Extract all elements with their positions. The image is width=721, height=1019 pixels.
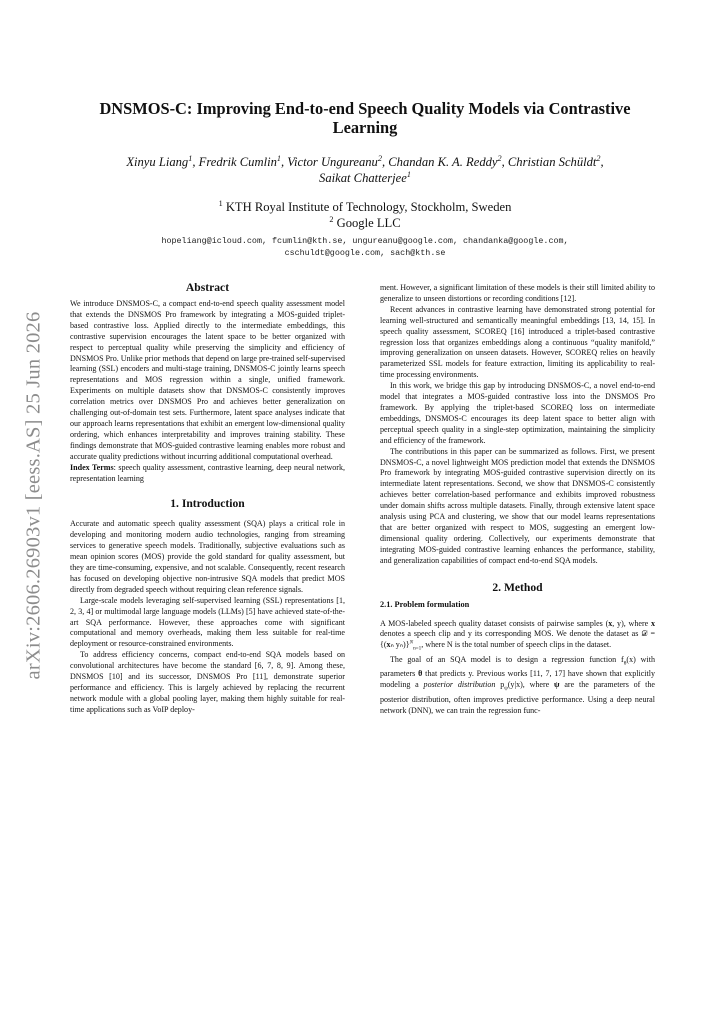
- abstract-heading: Abstract: [185, 281, 230, 294]
- body-paragraph: A MOS-labeled speech quality dataset consists of pairwise samples (x, y), where x denotes a speech clip and y its corresponding MOS. We denote the dataset as 𝒟 = {(xₙ yₙ)}$^N_{n=1}$, where N is the total number of speech clips in the dataset.: [380, 618, 655, 652]
- arxiv-stamp: arXiv:2606.26903v1 [eess.AS] 25 Jun 2026: [22, 311, 45, 679]
- author: Victor Ungureanu$^2$,: [287, 153, 389, 169]
- affiliation: $^2$ Google LLC: [329, 214, 401, 230]
- intro-paragraph: To address efficiency concerns, compact end-to-end SQA models based on convolutional architectures have become the standard [6, 7, 8, 9]. Among these, DNSMOS [10] and its successor, DNSMOS Pro [11], demonstrate superior performance and efficiency. This is largely achieved by replacing the recurrent network module with a global pooling layer, making them highly suitable for real-time applications such as VoIP deploy-: [70, 650, 345, 714]
- left-column: [70, 281, 345, 716]
- index-terms: Index Terms: speech quality assessment, contrastive learning, deep neural network, representation learning: [70, 462, 346, 483]
- body-paragraph: The contributions in this paper can be summarized as follows. First, we present DNSMOS-C, a novel lightweight MOS prediction model that extends the DNSMOS Pro framework by integrating MOS-guided contrastive supervision directly on its intermediate latent representations. Second, we show that DNSMOS-C consistently achieves better correlation-based performance and exhibits improved robustness under domain shifts across multiple datasets. Finally, through extensive latent space analysis using PCA and clustering, we show that our model learns representations that are better organized with respect to MOS, suggesting an emergent low-dimensional quality ordering. Collectively, our experiments demonstrate that integrating MOS-guided contrastive learning enhances the performance, stability, and generalization capabilities of compact end-to-end SQA models.: [380, 446, 655, 565]
- author: Chandan K. A. Reddy$^2$,: [388, 153, 508, 169]
- author: Saikat Chatterjee$^1$: [319, 169, 411, 185]
- intro-heading: 1. Introduction: [170, 497, 245, 511]
- author-list: [70, 154, 660, 186]
- right-column: [380, 283, 655, 717]
- body-paragraph: ment. However, a significant limitation of these models is their still limited ability to generalize to unseen distortions or recording conditions [12].: [380, 283, 655, 303]
- author: Fredrik Cumlin$^1$,: [198, 153, 288, 169]
- body-paragraph: The goal of an SQA model is to design a regression function $f_\theta(x)$ with parameters θ that predicts y. Previous works [11, 7, 17] have shown that explicitly modeling a posterior distribution $p_\psi(y|x)$, where ψ are the parameters of the posterior distribution, often improves predictive performance. Using a deep neural network (DNN), we can train the regression func-: [380, 654, 655, 715]
- author: Xinyu Liang$^1$,: [126, 153, 199, 169]
- intro-paragraph: Large-scale models leveraging self-supervised learning (SSL) representations [1, 2, 3, 4] or multimodal large language models (LLMs) [5] have achieved state-of-the-art SQA performance. However, these approaches come with significant computational and memory overheads, making them less suitable for real-time deployment or resource-constrained environments.: [70, 595, 345, 649]
- abstract-text: We introduce DNSMOS-C, a compact end-to-end speech quality assessment model that extends the DNSMOS Pro framework by integrating a MOS-guided triplet-based contrastive loss. Applied directly to the intermediate embeddings, this contrastive supervision encourages the latent space to be better organized with respect to perceptual quality while preserving the simplicity and efficiency of DNSMOS Pro. Unlike prior methods that depend on large pre-trained self-supervised learning (SSL) encoders and multi-stage training, DNSMOS-C jointly learns speech representations and MOS regression within a single, unified framework. Experiments on multiple datasets show that DNSMOS-C consistently improves correlation metrics over DNSMOS Pro and achieves better generalization on challenging out-of-domain test sets. Furthermore, latent space analyses indicate that our approach learns representations that exhibit an emergent low-dimensional quality ordering, which enhances interpretability and improves training stability. These findings demonstrate that MOS-guided contrastive learning enables more robust and accurate quality predictions without incurring additional computational overhead.: [70, 299, 345, 461]
- affiliation: $^1$ KTH Royal Institute of Technology, Stockholm, Sweden: [218, 198, 512, 214]
- body-paragraph: In this work, we bridge this gap by introducing DNSMOS-C, a novel end-to-end model that integrates a MOS-guided contrastive loss into the DNSMOS Pro framework. By applying the triplet-based SCOREQ loss on intermediate embeddings, DNSMOS-C encourages its deep latent space to better align with perceptual speech quality in a single-step optimization, maintaining the simplicity and efficiency of the framework.: [380, 381, 655, 445]
- body-paragraph: Recent advances in contrastive learning have demonstrated strong potential for learning well-structured and semantically meaningful embeddings [13, 14, 15]. In speech quality assessment, SCOREQ [16] introduced a triplet-based contrastive regression loss that organizes embeddings along a continuous “quality manifold,” improving generalization on unseen datasets. However, SCOREQ relies on heavily parameterized SSL models for feature extraction, limiting its applicability to real-time processing environments.: [380, 304, 655, 380]
- author: Christian Schüldt$^2$,: [507, 153, 604, 169]
- subsection-heading: 2.1. Problem formulation: [380, 599, 470, 609]
- author-emails: hopeliang@icloud.com, fcumlin@kth.se, ungureanu@google.com, chandanka@google.com, cschuldt@google.com, sach@kth.se: [161, 236, 569, 258]
- method-heading: 2. Method: [492, 580, 543, 594]
- affiliations: [70, 199, 660, 231]
- paper-title: DNSMOS-C: Improving End-to-end Speech Quality Models via Contrastive Learning: [99, 99, 631, 137]
- intro-paragraph: Accurate and automatic speech quality assessment (SQA) plays a critical role in developing and monitoring modern audio technologies, ranging from streaming services to generative speech models. Traditionally, subjective evaluations such as mean opinion scores (MOS) provide the gold standard for quality assessment, but they are time-consuming, expensive, and not scalable. Consequently, recent research has focused on developing objective non-intrusive SQA models that predict MOS directly from degraded speech without requiring clean reference signals.: [70, 519, 345, 594]
